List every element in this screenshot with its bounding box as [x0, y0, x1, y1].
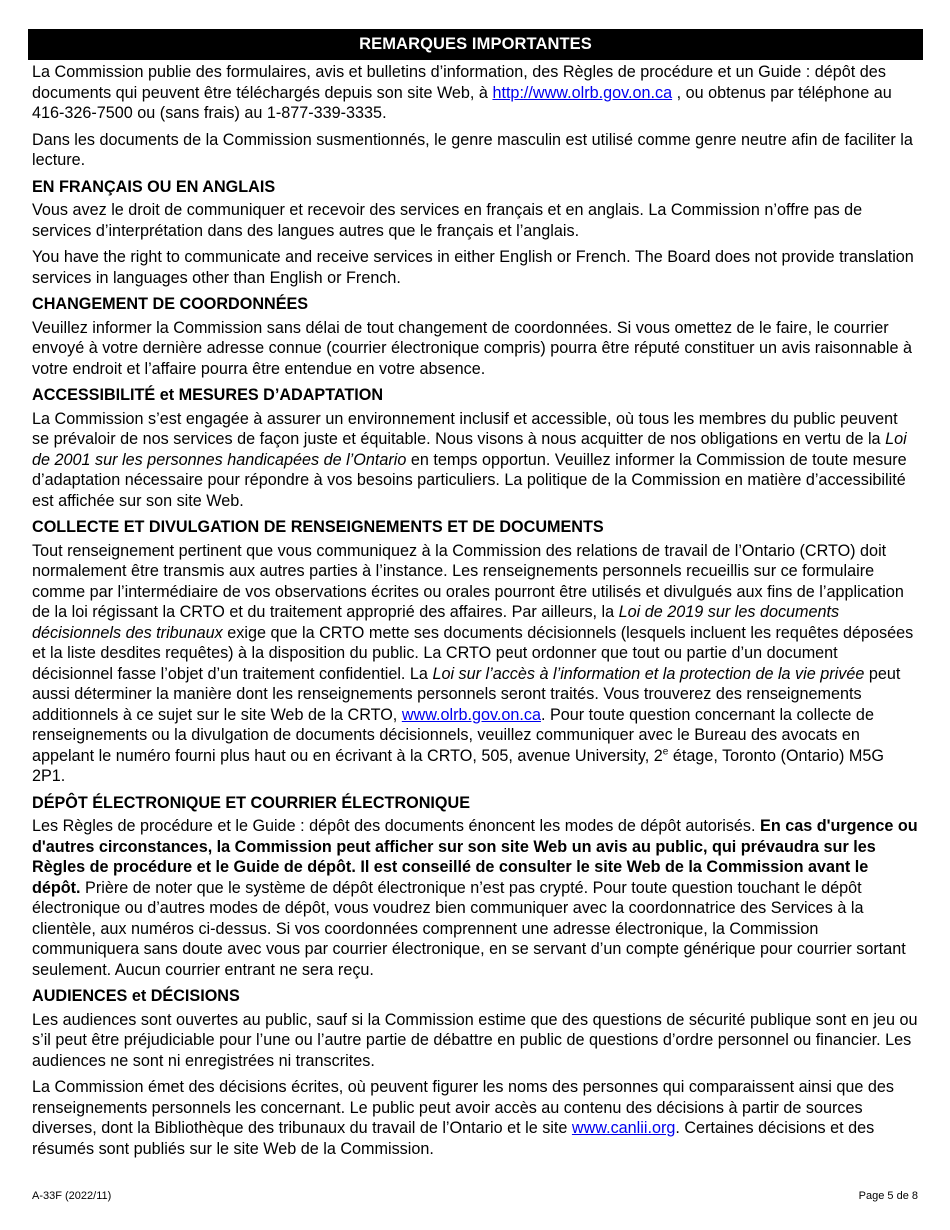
- language-english-paragraph: You have the right to communicate and receive services in either English or French. The Board does not provide translation services in languages other than English or French.: [32, 248, 914, 287]
- decisions-paragraph: La Commission émet des décisions écrites, où peuvent figurer les noms des personnes qui comparaissent ainsi que des renseignements personnels les concernant. Le public peut avoir accès au contenu des décisions à partir de sources diverses, dont la Bibliothèque des tribunaux du travail de l’Ontario et le site www.canlii.org. Certaines décisions et des résumés sont publiés sur le site Web de la Commission.: [32, 1078, 894, 1158]
- efiling-heading: DÉPÔT ÉLECTRONIQUE ET COURRIER ÉLECTRONIQUE: [32, 793, 470, 812]
- language-french-paragraph: Vous avez le droit de communiquer et recevoir des services en français et en anglais. La Commission n’offre pas de services d’interprétation dans des langues autres que le français et l’anglais.: [32, 201, 863, 240]
- canlii-link[interactable]: www.canlii.org: [571, 1119, 676, 1137]
- document-body: [32, 62, 918, 1165]
- efiling-paragraph: Les Règles de procédure et le Guide : dépôt des documents énoncent les modes de dépôt autorisés. En cas d'urgence ou d'autres circonstances, la Commission peut afficher sur son site Web un avis au public, qui prévaudra sur les Règles de procédure et le Guide de dépôt. Il est conseillé de consulter le site Web de la Commission avant le dépôt. Prière de noter que le système de dépôt électronique n’est pas crypté. Pour toute question touchant le dépôt électronique ou d’autres modes de dépôt, vous voudrez bien communiquer avec la coordonnatrice des Services à la clientèle, aux numéros ci-dessus. Si vos coordonnées comprennent une adresse électronique, la Commission communiquera sans doute avec vous par courrier électronique, en se servant d’un compte générique pour courrier sortant seulement. Aucun courrier entrant ne sera reçu.: [32, 817, 918, 979]
- olrb-website-link-2[interactable]: www.olrb.gov.on.ca: [401, 705, 541, 724]
- collection-heading: COLLECTE ET DIVULGATION DE RENSEIGNEMENTS ET DE DOCUMENTS: [32, 518, 604, 536]
- collection-paragraph: Tout renseignement pertinent que vous communiquez à la Commission des relations de travail de l’Ontario (CRTO) doit normalement être transmis aux autres parties à l’instance. Les renseignements personnels recueillis sur ce formulaire comme par l’intermédiaire de vos observations écrites ou orales pourront être utilisés et divulgués aux fins de l’application de la loi régissant la CRTO et du traitement approprié des affaires. Par ailleurs, la Loi de 2019 sur les documents décisionnels des tribunaux exige que la CRTO mette ses documents décisionnels (lesquels incluent les requêtes déposées et la liste desdites requêtes) à la disposition du public. La CRTO peut ordonner que tout ou partie d’un document décisionnel fasse l’objet d’un traitement confidentiel. La Loi sur l’accès à l’information et la protection de la vie privée peut aussi déterminer la manière dont les renseignements personnels seront traités. Vous trouverez des renseignements additionnels à ce sujet sur le site Web de la CRTO, www.olrb.gov.on.ca. Pour toute question concernant la collecte de renseignements ou la divulgation de documents décisionnels, veuillez communiquer avec le Bureau des avocats en appelant le numéro fourni plus haut ou en écrivant à la CRTO, 505, avenue University, 2e étage, Toronto (Ontario) M5G 2P1.: [32, 541, 914, 785]
- accessibility-heading: ACCESSIBILITÉ et MESURES D’ADAPTATION: [32, 386, 384, 404]
- contact-change-heading: CHANGEMENT DE COORDONNÉES: [32, 295, 309, 313]
- gender-note-paragraph: Dans les documents de la Commission susmentionnés, le genre masculin est utilisé comme genre neutre afin de faciliter la lecture.: [32, 130, 913, 169]
- section-banner: REMARQUES IMPORTANTES: [28, 29, 923, 60]
- language-heading: EN FRANÇAIS OU EN ANGLAIS: [32, 177, 276, 196]
- hearings-paragraph: Les audiences sont ouvertes au public, sauf si la Commission estime que des questions de sécurité publique sont en jeu ou s’il peut être préjudiciable pour l’une ou l’autre partie de débattre en public de questions d’ordre personnel ou financier. Les audiences ne sont ni enregistrées ni transcrites.: [32, 1010, 918, 1070]
- hearings-heading: AUDIENCES et DÉCISIONS: [32, 987, 240, 1005]
- contact-change-paragraph: Veuillez informer la Commission sans délai de tout changement de coordonnées. Si vous omettez de le faire, le courrier envoyé à votre dernière adresse connue (courrier électronique compris) pourra être réputé constituer un avis raisonnable à votre endroit et l’affaire pourra être entendue en votre absence.: [32, 318, 912, 378]
- olrb-website-link[interactable]: http://www.olrb.gov.on.ca: [492, 83, 673, 102]
- intro-paragraph: La Commission publie des formulaires, avis et bulletins d’information, des Règles de procédure et un Guide : dépôt des documents qui peuvent être téléchargés depuis son site Web, à http://www.olrb.gov.on.ca , ou obtenus par téléphone au 416-326-7500 ou (sans frais) au 1-877-339-3335.: [32, 63, 892, 122]
- form-code: A-33F (2022/11): [32, 1190, 112, 1202]
- accessibility-paragraph: La Commission s’est engagée à assurer un environnement inclusif et accessible, où tous les membres du public peuvent se prévaloir de nos services de façon juste et équitable. Nous visons à nous acquitter de nos obligations en vertu de la Loi de 2001 sur les personnes handicapées de l’Ontario en temps opportun. Veuillez informer la Commission de toute mesure d’adaptation nécessaire pour répondre à vos besoins particuliers. La politique de la Commission en matière d’accessibilité est affichée sur son site Web.: [32, 409, 907, 510]
- page-number: Page 5 de 8: [858, 1190, 918, 1202]
